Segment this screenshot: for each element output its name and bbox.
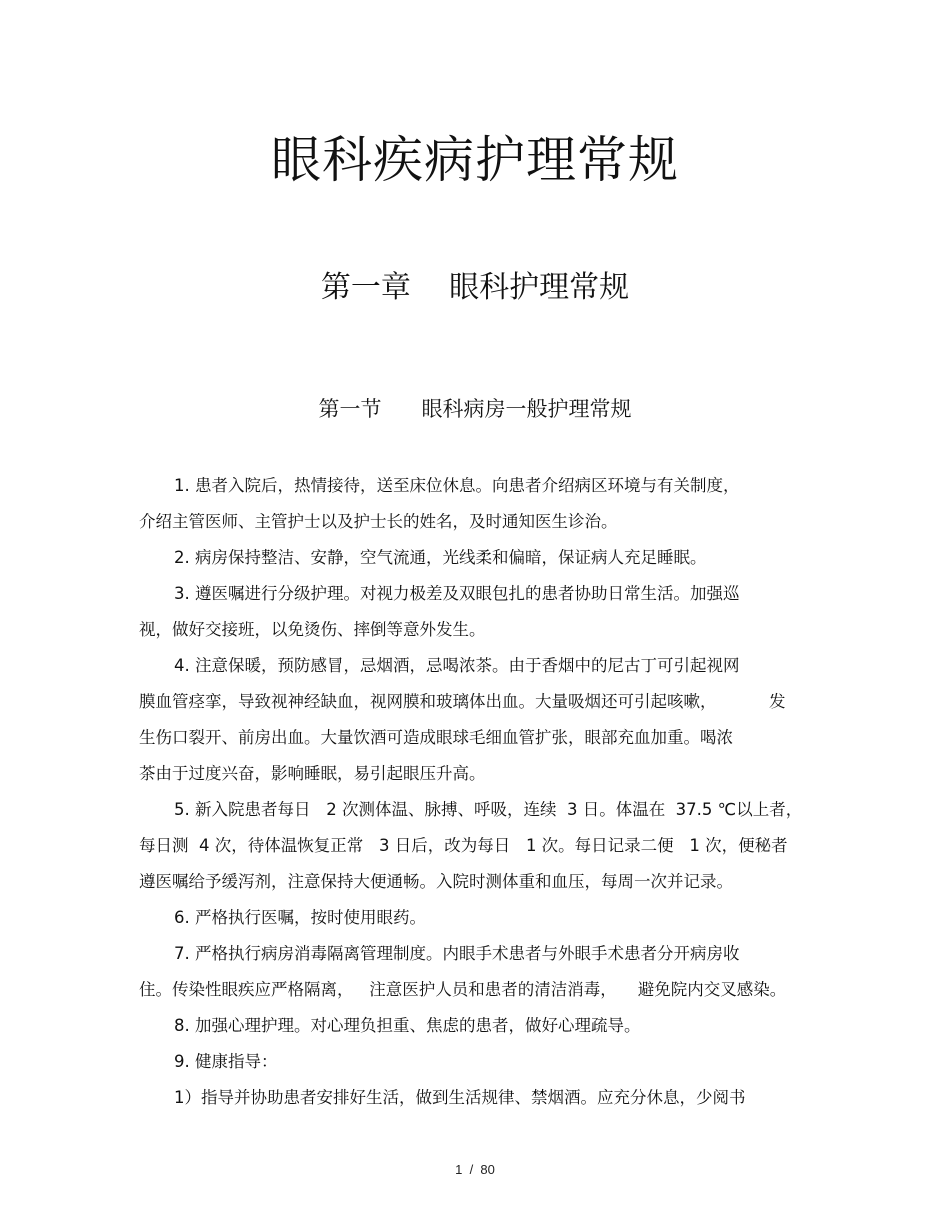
text-line: 6. 严格执行医嘱，按时使用眼药。 — [174, 908, 426, 927]
text-line: 茶由于过度兴奋，影响睡眠，易引起眼压升高。 — [139, 764, 486, 783]
body-text — [139, 472, 819, 1120]
text-line: 7. 严格执行病房消毒隔离管理制度。内眼手术患者与外眼手术患者分开病房收 — [174, 944, 740, 963]
text-line: 1. 患者入院后，热情接待，送至床位休息。向患者介绍病区环境与有关制度， — [174, 476, 740, 495]
text-line: 4. 注意保暖，预防感冒，忌烟酒，忌喝浓茶。由于香烟中的尼古丁可引起视网 — [174, 656, 740, 675]
text-line: 5. 新入院患者每日 2 次测体温、脉搏、呼吸，连续 3 日。体温在 37.5 ℃以上者， — [174, 800, 803, 819]
text-line: 住。传染性眼疾应严格隔离， 注意医护人员和患者的清洁消毒， 避免院内交叉感染。 — [139, 980, 787, 999]
section-heading: 第一节 眼科病房一般护理常规 — [318, 397, 632, 421]
text-line: 视，做好交接班，以免烫伤、摔倒等意外发生。 — [139, 620, 486, 639]
text-line: 2. 病房保持整洁、安静，空气流通，光线柔和偏暗，保证病人充足睡眠。 — [174, 548, 707, 567]
text-line: 1）指导并协助患者安排好生活，做到生活规律、禁烟酒。应充分休息，少阅书 — [174, 1088, 746, 1107]
text-line: 3. 遵医嘱进行分级护理。对视力极差及双眼包扎的患者协助日常生活。加强巡 — [174, 584, 740, 603]
text-line: 遵医嘱给予缓泻剂，注意保持大便通畅。入院时测体重和血压，每周一次并记录。 — [139, 872, 733, 891]
text-line: 9. 健康指导： — [174, 1052, 278, 1071]
text-line: 膜血管痉挛，导致视神经缺血，视网膜和玻璃体出血。大量吸烟还可引起咳嗽， 发 — [139, 692, 786, 711]
text-line: 每日测 4 次，待体温恢复正常 3 日后，改为每日 1 次。每日记录二便 1 次，便秘者 — [139, 836, 788, 855]
text-line: 生伤口裂开、前房出血。大量饮酒可造成眼球毛细血管扩张，眼部充血加重。喝浓 — [139, 728, 733, 747]
text-line: 介绍主管医师、主管护士以及护士长的姓名，及时通知医生诊治。 — [139, 512, 618, 531]
chapter-heading: 第一章 眼科护理常规 — [320, 270, 630, 305]
document-title: 眼科疾病护理常规 — [271, 131, 679, 189]
page-number: 1 / 80 — [455, 1162, 495, 1177]
text-line: 8. 加强心理护理。对心理负担重、焦虑的患者，做好心理疏导。 — [174, 1016, 641, 1035]
